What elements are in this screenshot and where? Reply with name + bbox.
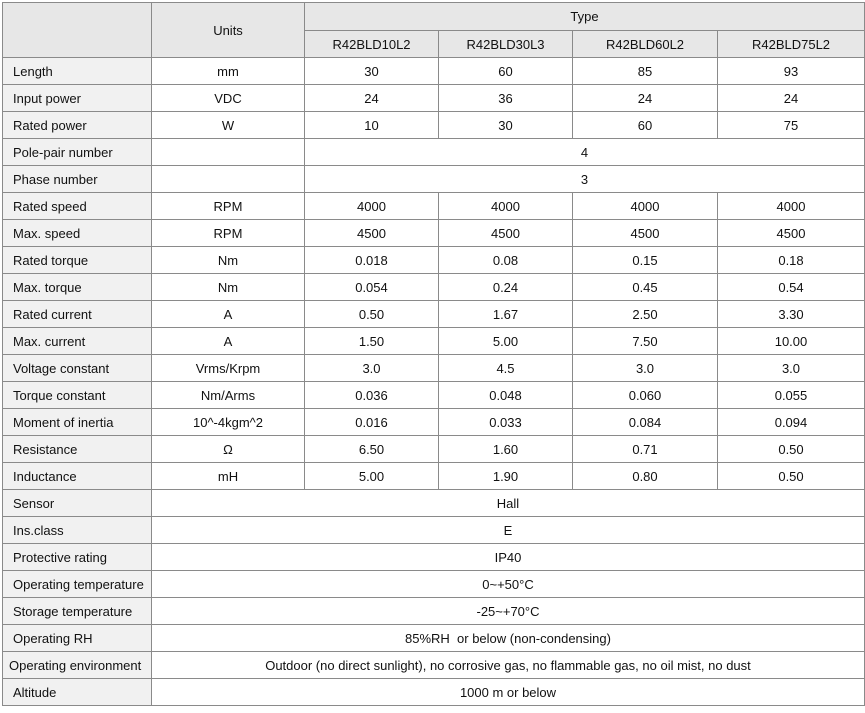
row-value: 0.084 [573,409,718,436]
row-unit: 10^-4kgm^2 [152,409,305,436]
row-value: 0.094 [718,409,865,436]
row-label: Max. speed [3,220,152,247]
row-value-merged: IP40 [152,544,865,571]
row-label: Input power [3,85,152,112]
row-value-merged: 0~+50°C [152,571,865,598]
row-value: 30 [439,112,573,139]
row-label: Max. torque [3,274,152,301]
row-label: Operating RH [3,625,152,652]
header-model: R42BLD10L2 [305,31,439,58]
row-operating-environment [3,652,865,679]
row-unit: A [152,301,305,328]
row-value: 4500 [718,220,865,247]
row-value: 85 [573,58,718,85]
row-value: 3.30 [718,301,865,328]
motor-spec-table [2,2,865,706]
row-value: 36 [439,85,573,112]
row-value: 10 [305,112,439,139]
row-value: 0.54 [718,274,865,301]
row-value: 3.0 [573,355,718,382]
row-unit: mm [152,58,305,85]
row-unit: Nm/Arms [152,382,305,409]
row-value: 30 [305,58,439,85]
row-value: 2.50 [573,301,718,328]
row-operating-rh [3,625,865,652]
row-max-torque [3,274,865,301]
row-value: 0.15 [573,247,718,274]
row-value: 0.24 [439,274,573,301]
row-value: 1.67 [439,301,573,328]
row-value: 5.00 [439,328,573,355]
row-label: Length [3,58,152,85]
row-value: 0.50 [718,463,865,490]
row-label: Max. current [3,328,152,355]
row-unit: RPM [152,220,305,247]
row-label: Ins.class [3,517,152,544]
row-value: 0.018 [305,247,439,274]
row-sensor [3,490,865,517]
row-value: 0.18 [718,247,865,274]
row-value: 4000 [439,193,573,220]
row-unit: VDC [152,85,305,112]
row-rated-power [3,112,865,139]
row-value: 0.08 [439,247,573,274]
row-value-merged: 4 [305,139,865,166]
row-value: 0.036 [305,382,439,409]
row-max-current [3,328,865,355]
row-value: 0.016 [305,409,439,436]
row-value: 4500 [305,220,439,247]
row-rated-torque [3,247,865,274]
row-value: 4000 [305,193,439,220]
row-value-merged: -25~+70°C [152,598,865,625]
row-resistance [3,436,865,463]
row-value-merged: Outdoor (no direct sunlight), no corrosive gas, no flammable gas, no oil mist, no dust [152,652,865,679]
header-model: R42BLD75L2 [718,31,865,58]
row-value: 0.45 [573,274,718,301]
row-length [3,58,865,85]
row-label: Altitude [3,679,152,706]
row-value: 0.50 [305,301,439,328]
row-label: Resistance [3,436,152,463]
row-torque-constant [3,382,865,409]
row-value: 3.0 [718,355,865,382]
row-ins-class [3,517,865,544]
row-moment-of-inertia [3,409,865,436]
row-label: Operating environment [3,652,152,679]
row-label: Phase number [3,166,152,193]
header-corner-cell [3,3,152,58]
row-value: 3.0 [305,355,439,382]
row-value: 24 [305,85,439,112]
row-voltage-constant [3,355,865,382]
row-unit: Ω [152,436,305,463]
row-value: 0.80 [573,463,718,490]
row-value: 7.50 [573,328,718,355]
row-value: 0.054 [305,274,439,301]
row-label: Sensor [3,490,152,517]
row-value: 4500 [439,220,573,247]
row-value: 6.50 [305,436,439,463]
row-label: Storage temperature [3,598,152,625]
row-value-merged: 1000 m or below [152,679,865,706]
row-value-merged: 3 [305,166,865,193]
row-label: Voltage constant [3,355,152,382]
row-value: 4.5 [439,355,573,382]
row-value: 10.00 [718,328,865,355]
row-label: Rated torque [3,247,152,274]
row-unit [152,139,305,166]
row-value: 24 [718,85,865,112]
row-value: 5.00 [305,463,439,490]
row-value-merged: Hall [152,490,865,517]
row-value: 4000 [718,193,865,220]
row-rated-current [3,301,865,328]
row-unit [152,166,305,193]
row-protective-rating [3,544,865,571]
row-value: 4500 [573,220,718,247]
row-altitude [3,679,865,706]
row-max-speed [3,220,865,247]
row-value: 93 [718,58,865,85]
header-units: Units [152,3,305,58]
row-value: 1.90 [439,463,573,490]
row-value: 0.048 [439,382,573,409]
row-pole-pair [3,139,865,166]
row-value: 1.50 [305,328,439,355]
row-input-power [3,85,865,112]
row-label: Torque constant [3,382,152,409]
row-phase-number [3,166,865,193]
row-unit: RPM [152,193,305,220]
row-value: 24 [573,85,718,112]
row-unit: mH [152,463,305,490]
row-value: 75 [718,112,865,139]
row-label: Protective rating [3,544,152,571]
header-model: R42BLD60L2 [573,31,718,58]
row-unit: Nm [152,274,305,301]
row-unit: A [152,328,305,355]
header-model: R42BLD30L3 [439,31,573,58]
row-value: 60 [439,58,573,85]
row-label: Operating temperature [3,571,152,598]
row-value: 0.060 [573,382,718,409]
row-value: 0.033 [439,409,573,436]
row-unit: W [152,112,305,139]
row-label: Rated power [3,112,152,139]
header-type: Type [305,3,865,31]
row-label: Rated current [3,301,152,328]
row-label: Rated speed [3,193,152,220]
row-value: 0.055 [718,382,865,409]
row-label: Inductance [3,463,152,490]
row-value: 1.60 [439,436,573,463]
row-rated-speed [3,193,865,220]
row-value: 0.50 [718,436,865,463]
row-value: 0.71 [573,436,718,463]
row-value: 60 [573,112,718,139]
row-unit: Nm [152,247,305,274]
row-value-merged: 85%RH or below (non-condensing) [152,625,865,652]
row-value: 4000 [573,193,718,220]
row-value-merged: E [152,517,865,544]
row-operating-temperature [3,571,865,598]
row-inductance [3,463,865,490]
row-label: Pole-pair number [3,139,152,166]
row-unit: Vrms/Krpm [152,355,305,382]
row-storage-temperature [3,598,865,625]
row-label: Moment of inertia [3,409,152,436]
